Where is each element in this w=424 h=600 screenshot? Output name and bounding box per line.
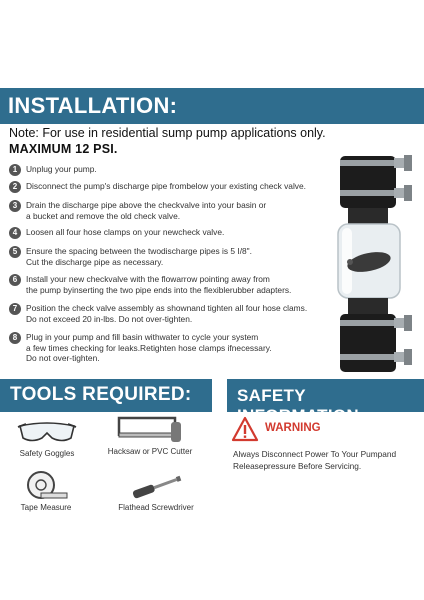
hacksaw-icon (115, 412, 185, 444)
step-6 (9, 274, 329, 295)
safety-text-line-1: Always Disconnect Power To Your Pumpand (233, 449, 397, 459)
step-number: 3 (9, 200, 21, 212)
tape-measure-icon (23, 470, 69, 500)
tool-screwdriver (108, 474, 204, 512)
step-text: Position the check valve assembly as shownand tighten all four hose clams. (26, 303, 308, 313)
tools-banner (0, 379, 212, 412)
step-text: Install your new checkvalve with the flowarrow pointing away from (26, 274, 270, 284)
step-number: 7 (9, 303, 21, 315)
step-1 (9, 164, 329, 175)
step-8 (9, 332, 329, 364)
goggles-icon (16, 418, 78, 446)
tool-label: Safety Goggles (19, 449, 75, 458)
step-text-2: a few times checking for leaks.Retighten hose clamps ifnecessary. (26, 342, 272, 353)
safety-text-line-2: Releasepressure Before Servicing. (233, 461, 362, 471)
tools-title: TOOLS REQUIRED: (10, 384, 192, 405)
tool-hacksaw (102, 412, 198, 456)
note-line-1: Note: For use in residential sump pump applications only. (9, 126, 326, 140)
warning-row (231, 416, 421, 444)
warning-label: WARNING (265, 422, 321, 434)
safety-title: SAFETY INFORMATION: (237, 386, 365, 425)
installation-banner (0, 88, 424, 124)
tool-label: Tape Measure (20, 503, 72, 512)
step-text: Ensure the spacing between the twodischarge pipes is 5 I/8". (26, 246, 252, 256)
step-text-3: Do not over-tighten. (26, 353, 100, 363)
step-text: Disconnect the pump's discharge pipe frombelow your existing check valve. (26, 181, 306, 191)
step-3 (9, 200, 329, 221)
step-text-2: a bucket and remove the old check valve. (26, 210, 181, 221)
step-number: 1 (9, 164, 21, 176)
tool-tape-measure (6, 470, 86, 512)
tool-safety-goggles (8, 418, 86, 458)
step-text-2: the pump byinserting the two pipe ends into the flexiblerubber adapters. (26, 284, 292, 295)
step-4 (9, 227, 329, 238)
max-psi-note: MAXIMUM 12 PSI. (9, 142, 118, 156)
step-text: Loosen all four hose clamps on your newcheck valve. (26, 227, 225, 237)
step-number: 4 (9, 227, 21, 239)
step-text-2: Cut the discharge pipe as necessary. (26, 256, 164, 267)
tool-label: Hacksaw or PVC Cutter (107, 447, 193, 456)
step-2 (9, 181, 329, 192)
warning-triangle-icon (231, 416, 259, 442)
step-text-2: Do not exceed 20 in-lbs. Do not over-tighten. (26, 313, 193, 324)
installation-note (9, 125, 339, 157)
step-text: Unplug your pump. (26, 164, 97, 174)
step-number: 8 (9, 332, 21, 344)
check-valve-image (326, 150, 422, 382)
step-number: 5 (9, 246, 21, 258)
safety-text (233, 448, 423, 472)
safety-banner (227, 379, 424, 425)
step-number: 6 (9, 274, 21, 286)
screwdriver-icon (126, 474, 186, 500)
step-number: 2 (9, 181, 21, 193)
tool-label: Flathead Screwdriver (118, 503, 194, 512)
step-text: Drain the discharge pipe above the checkvalve into your basin or (26, 200, 267, 210)
installation-title: INSTALLATION: (8, 93, 178, 118)
step-7 (9, 303, 329, 324)
step-5 (9, 246, 329, 267)
step-text: Plug in your pump and fill basin withwater to cycle your system (26, 332, 259, 342)
